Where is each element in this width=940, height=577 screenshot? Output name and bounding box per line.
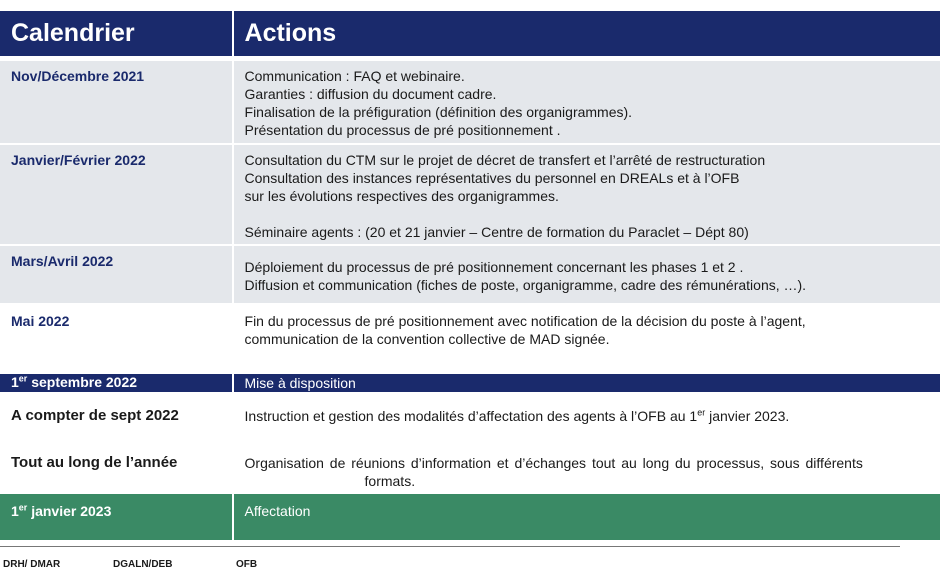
footer-right: OFB — [236, 559, 258, 570]
row-date: 1er janvier 2023 — [11, 502, 112, 519]
row-date: Janvier/Février 2022 — [11, 152, 146, 168]
schedule-table — [0, 11, 940, 540]
row-date: 1er septembre 2022 — [11, 372, 138, 390]
table-row — [0, 367, 940, 398]
table-row — [0, 398, 940, 444]
row-date: Nov/Décembre 2021 — [11, 68, 145, 84]
row-date: Mars/Avril 2022 — [11, 253, 114, 269]
table-row — [0, 444, 940, 494]
header-actions: Actions — [234, 11, 940, 56]
table-row — [0, 303, 940, 367]
row-date: Mai 2022 — [11, 313, 70, 329]
row-actions: Consultation du CTM sur le projet de décret de transfert et l’arrêté de restructuration Consultation des instances représentatives du personnel en DREALs et à l’OFB sur les évolutions respectives des organigrammes. Séminaire agents : (20 et 21 janvier – Centre de formation du Paraclet – Dépt 80) — [234, 145, 940, 244]
row-date: A compter de sept 2022 — [11, 407, 179, 424]
table-row — [0, 61, 940, 145]
row-actions: Fin du processus de pré positionnement avec notification de la décision du poste à l’agent, communication de la convention collective de MAD signée. — [234, 303, 940, 367]
table-row — [0, 246, 940, 303]
footer-middle: DGALN/DEB — [113, 559, 173, 570]
row-actions: Organisation de réunions d’information et d’échanges tout au long du processus, sous différents formats. — [234, 444, 940, 494]
table-header — [0, 11, 940, 56]
row-actions: Affectation — [234, 494, 940, 540]
row-actions: Mise à disposition — [234, 374, 940, 392]
row-actions: Déploiement du processus de pré positionnement concernant les phases 1 et 2 . Diffusion et communication (fiches de poste, organigramme, cadre des rémunérations, …). — [234, 246, 940, 303]
row-actions: Communication : FAQ et webinaire. Garanties : diffusion du document cadre. Finalisation de la préfiguration (définition des organigrammes). Présentation du processus de pré positionnement . — [234, 61, 940, 143]
footer-left: DRH/ DMAR — [3, 559, 61, 570]
footer — [0, 559, 940, 577]
table-row — [0, 494, 940, 540]
table-row — [0, 145, 940, 246]
row-actions: Instruction et gestion des modalités d’affectation des agents à l’OFB au 1er janvier 2023. — [234, 398, 940, 444]
header-calendar: Calendrier — [0, 11, 232, 56]
row-date: Tout au long de l’année — [11, 454, 178, 471]
footer-divider — [0, 546, 900, 547]
